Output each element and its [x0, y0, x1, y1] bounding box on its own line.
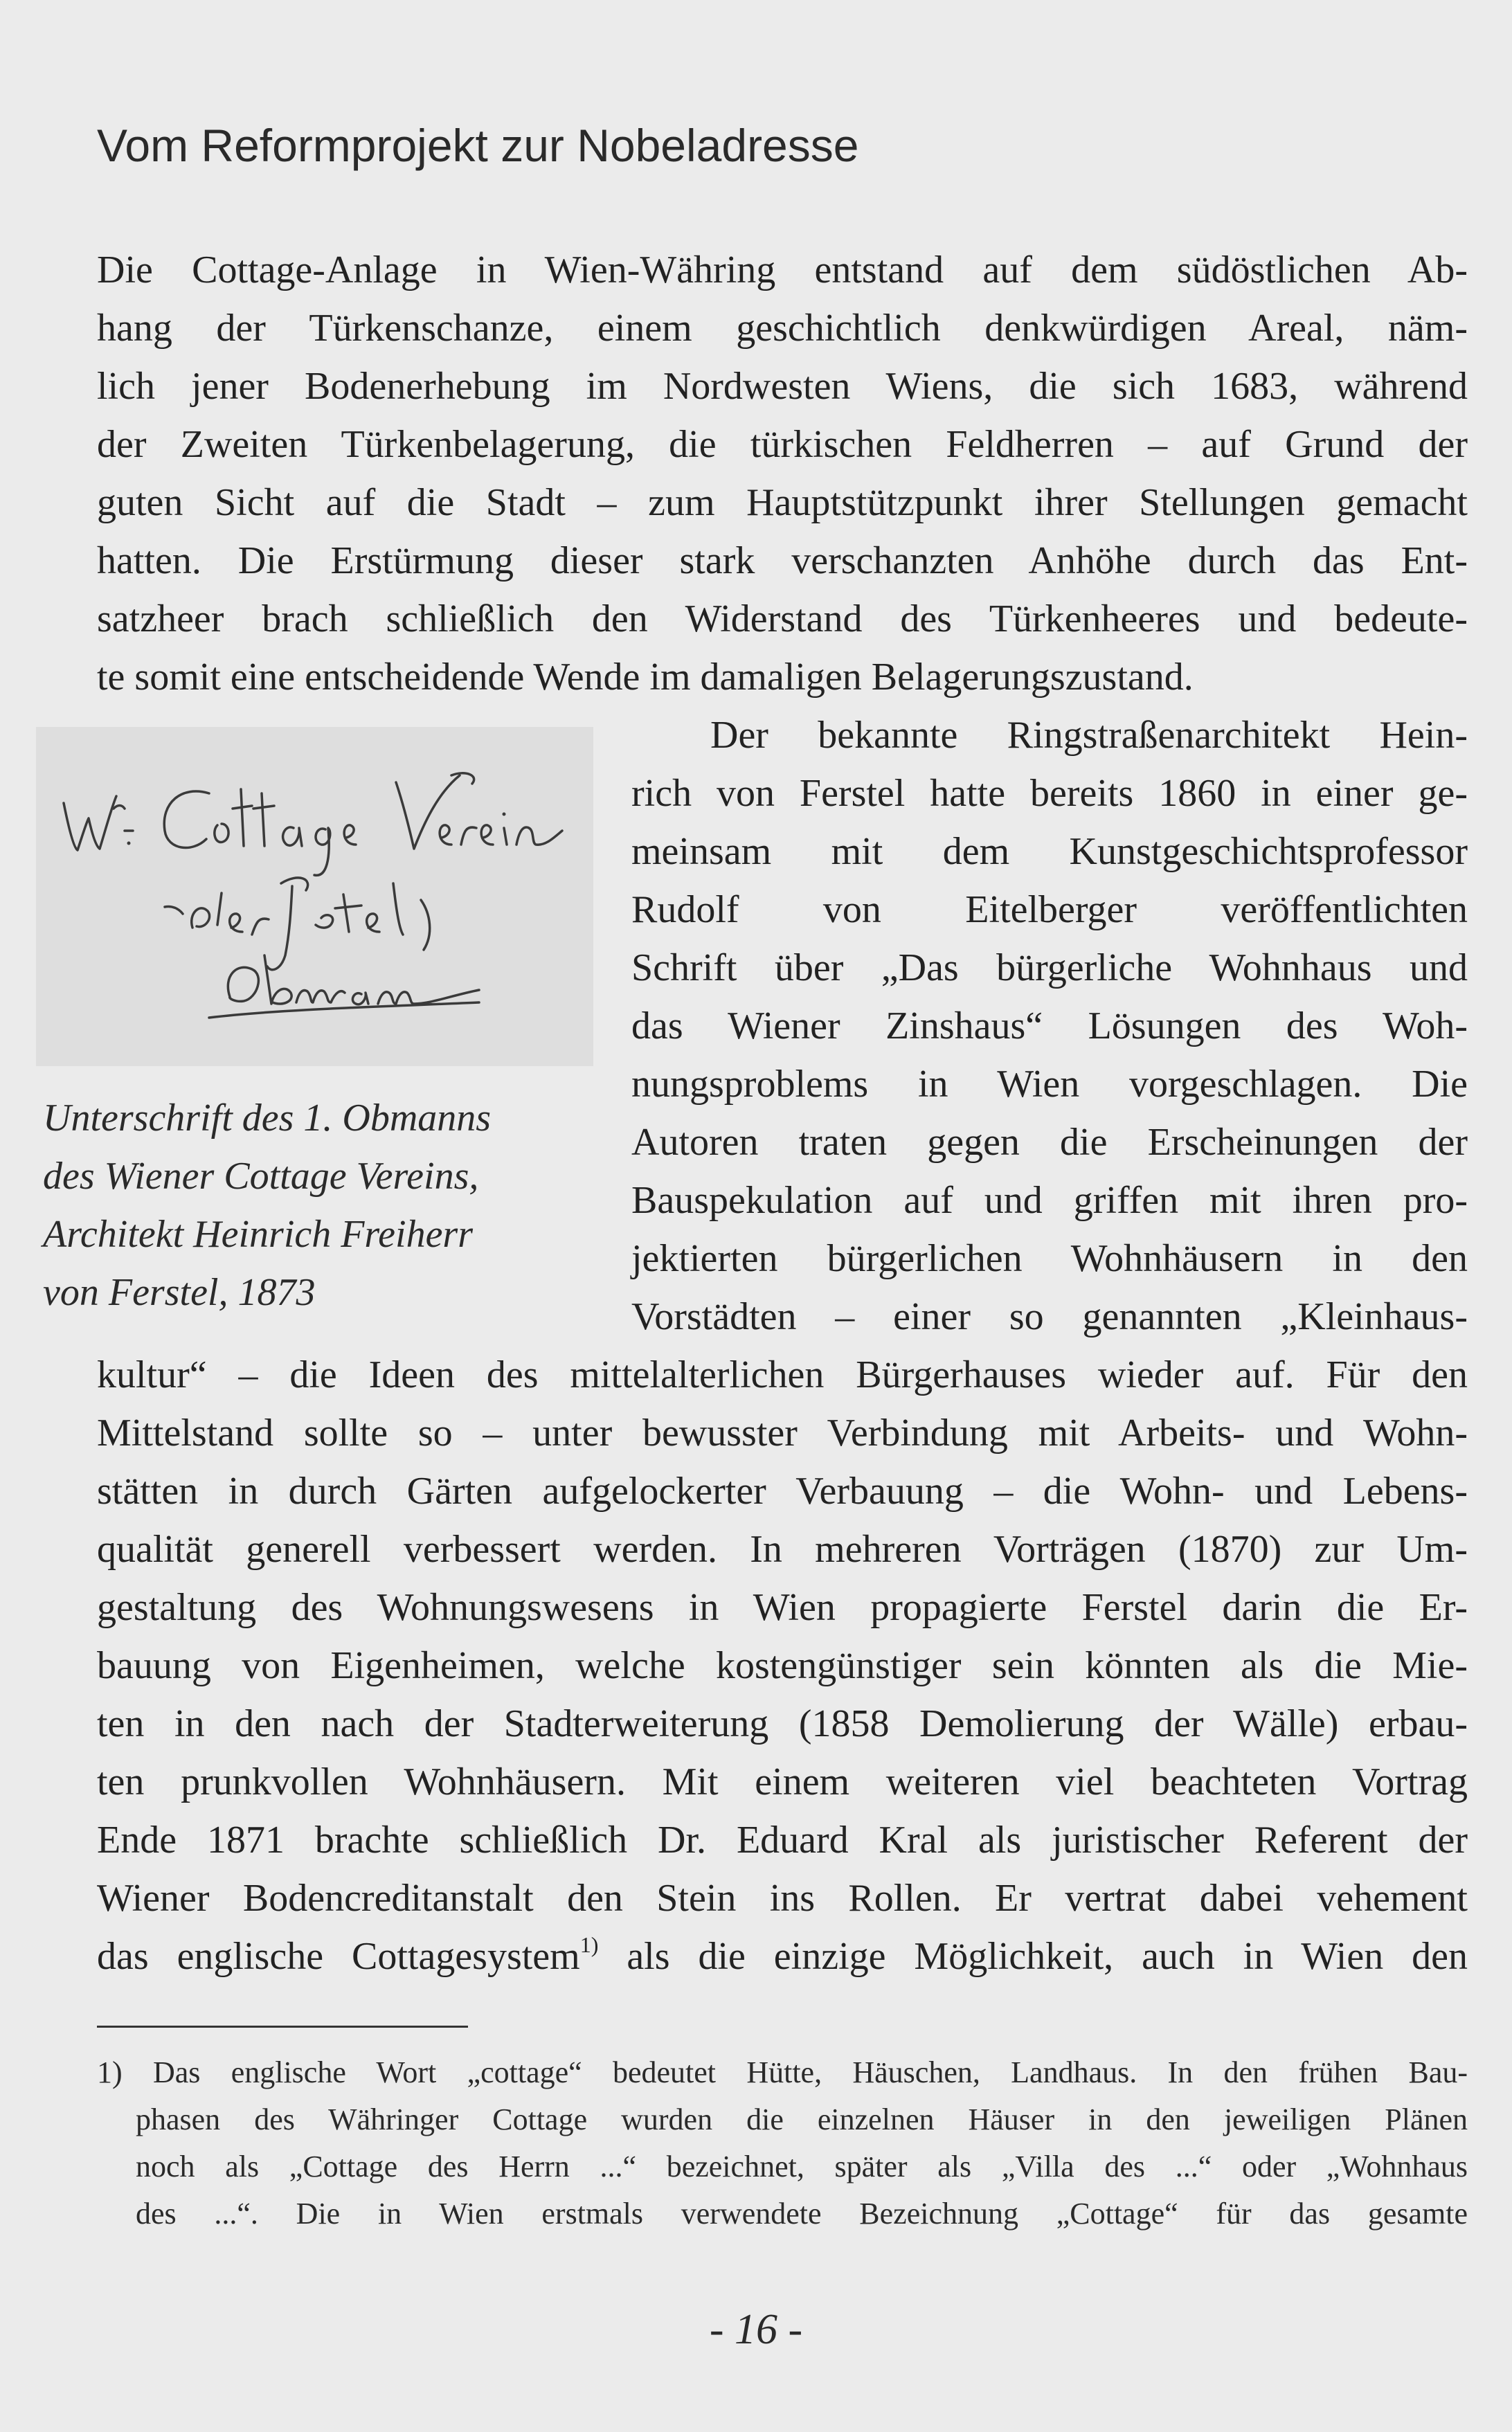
figure-caption-line: von Ferstel, 1873	[43, 1271, 316, 1314]
text-line: Autoren traten gegen die Erscheinungen der	[631, 1121, 1468, 1164]
text-line: Rudolf von Eitelberger veröffentlichten	[631, 888, 1468, 931]
text-line: Wiener Bodencreditanstalt den Stein ins Rollen. Er vertrat dabei vehement	[97, 1877, 1468, 1920]
text-line: guten Sicht auf die Stadt – zum Hauptstützpunkt ihrer Stellungen gemacht	[97, 481, 1468, 524]
text-line: stätten in durch Gärten aufgelockerter Verbauung – die Wohn- und Lebens-	[97, 1470, 1468, 1513]
text-line: gestaltung des Wohnungswesens in Wien propagierte Ferstel darin die Er-	[97, 1586, 1468, 1629]
text-line: Vorstädten – einer so genannten „Kleinhaus-	[631, 1295, 1468, 1338]
figure-caption-line: Architekt Heinrich Freiherr	[43, 1213, 474, 1256]
text-line	[97, 1932, 1468, 1981]
text-line: Schrift über „Das bürgerliche Wohnhaus und	[631, 946, 1468, 989]
text-line: Die Cottage-Anlage in Wien-Währing entstand auf dem südöstlichen Ab-	[97, 249, 1468, 291]
footnote-reference[interactable]: 1)	[579, 1932, 599, 1957]
text-fragment: als die einzige Möglichkeit, auch in Wien den	[598, 1935, 1468, 1978]
text-line: rich von Ferstel hatte bereits 1860 in einer ge-	[631, 772, 1468, 815]
text-line: qualität generell verbessert werden. In mehreren Vorträgen (1870) zur Um-	[97, 1528, 1468, 1571]
text-line: Der bekannte Ringstraßenarchitekt Hein-	[710, 714, 1468, 757]
text-line: hatten. Die Erstürmung dieser stark verschanzten Anhöhe durch das Ent-	[97, 539, 1468, 582]
text-line: hang der Türkenschanze, einem geschichtlich denkwürdigen Areal, näm-	[97, 307, 1468, 350]
figure-caption-line: Unterschrift des 1. Obmanns	[43, 1097, 492, 1140]
text-line: te somit eine entscheidende Wende im damaligen Belagerungszustand.	[97, 656, 1194, 699]
footnote-marker: 1)	[97, 2055, 123, 2089]
text-line: ten prunkvollen Wohnhäusern. Mit einem weiteren viel beachteten Vortrag	[97, 1760, 1468, 1803]
text-line: Ende 1871 brachte schließlich Dr. Eduard Kral als juristischer Referent der	[97, 1819, 1468, 1862]
text-line: bauung von Eigenheimen, welche kostengünstiger sein könnten als die Mie-	[97, 1644, 1468, 1687]
text-line: ten in den nach der Stadterweiterung (1858 Demolierung der Wälle) erbau-	[97, 1702, 1468, 1745]
figure-caption-line: des Wiener Cottage Vereins,	[43, 1155, 479, 1198]
text-line: das Wiener Zinshaus“ Lösungen des Woh-	[631, 1005, 1468, 1047]
footnote-line	[97, 2053, 1468, 2092]
footnote-text: Das englische Wort „cottage“ bedeutet Hütte, Häuschen, Landhaus. In den frühen Bau-	[152, 2055, 1468, 2089]
text-line: nungsproblems in Wien vorgeschlagen. Die	[631, 1063, 1468, 1106]
page-heading: Vom Reformprojekt zur Nobeladresse	[97, 120, 859, 171]
signature-image	[36, 727, 593, 1066]
footnote-line: des ...“. Die in Wien erstmals verwendete Bezeichnung „Cottage“ für das gesamte	[136, 2197, 1468, 2231]
text-line: meinsam mit dem Kunstgeschichtsprofessor	[631, 830, 1468, 873]
footnote-line: noch als „Cottage des Herrn ...“ bezeichnet, später als „Villa des ...“ oder „Wohnhaus	[136, 2150, 1468, 2183]
text-line: satzheer brach schließlich den Widerstand des Türkenheeres und bedeute-	[97, 597, 1468, 640]
text-line: Mittelstand sollte so – unter bewusster Verbindung mit Arbeits- und Wohn-	[97, 1412, 1468, 1454]
text-line: der Zweiten Türkenbelagerung, die türkischen Feldherren – auf Grund der	[97, 423, 1468, 466]
text-line: kultur“ – die Ideen des mittelalterlichen Bürgerhauses wieder auf. Für den	[97, 1353, 1468, 1396]
footnote-line: phasen des Währinger Cottage wurden die einzelnen Häuser in den jeweiligen Plänen	[136, 2102, 1468, 2136]
footnote-divider	[97, 2026, 468, 2028]
text-fragment: das englische Cottagesystem	[97, 1935, 580, 1978]
page-number: - 16 -	[709, 2306, 803, 2353]
signature-drawing	[36, 727, 593, 1066]
text-line: lich jener Bodenerhebung im Nordwesten Wiens, die sich 1683, während	[97, 365, 1468, 408]
text-line: Bauspekulation auf und griffen mit ihren pro-	[631, 1179, 1468, 1222]
text-line: jektierten bürgerlichen Wohnhäusern in den	[631, 1237, 1468, 1280]
